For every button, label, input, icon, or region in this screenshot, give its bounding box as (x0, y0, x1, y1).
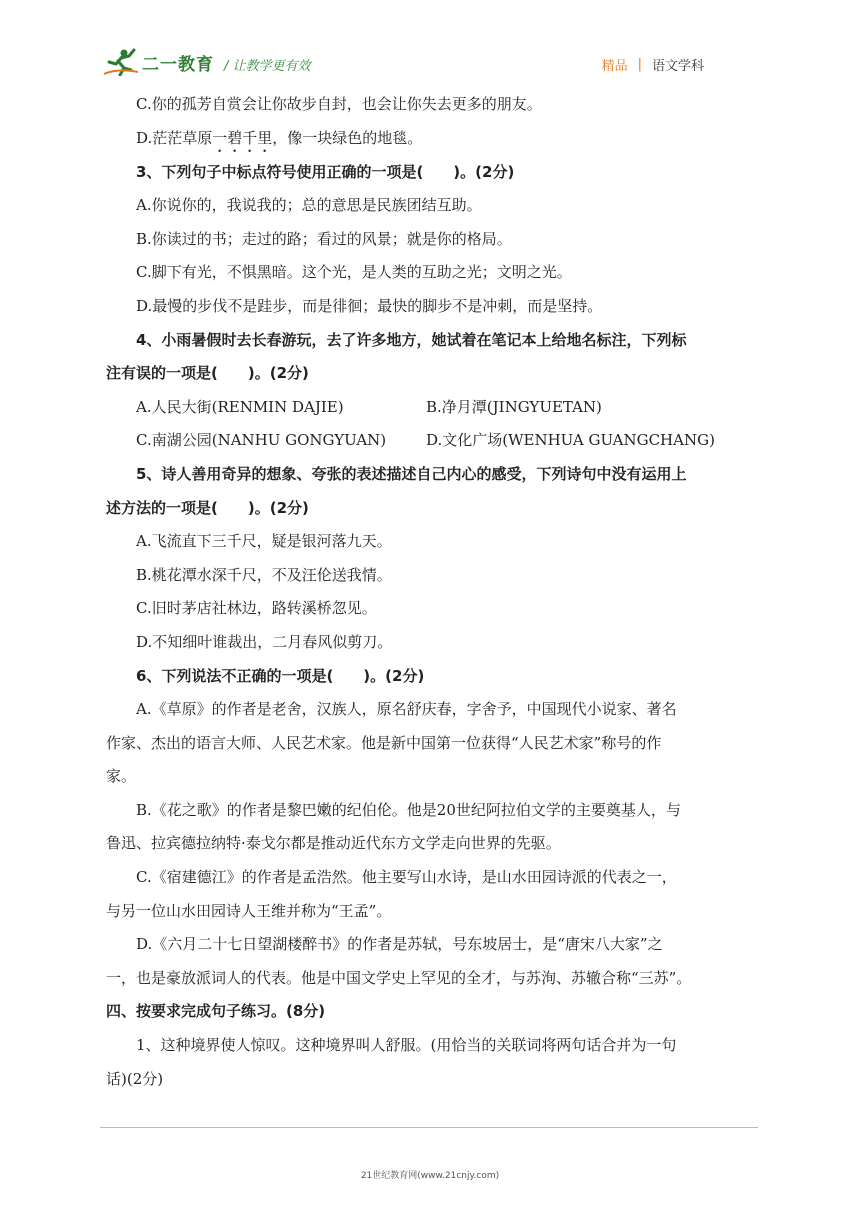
q4-option-b: B.净月潭(JINGYUETAN) (426, 397, 602, 416)
q3-option-d: D.最慢的步伐不是跬步，而是徘徊；最快的脚步不是冲刺，而是坚持。 (136, 296, 603, 315)
q5-option-a: A.飞流直下三千尺，疑是银河落九天。 (136, 532, 392, 551)
q3-option-b: B.你读过的书；走过的路；看过的风景；就是你的格局。 (136, 229, 512, 248)
q4-option-d: D.文化广场(WENHUA GUANGCHANG) (426, 431, 715, 450)
section-4-q1-line1: 1、这种境界使人惊叹。这种境界叫人舒服。(用恰当的关联词将两句话合并为一句 (136, 1036, 677, 1055)
question-4-line1: 4、小雨暑假时去长春游玩，去了许多地方，她试着在笔记本上给地名标注，下列标 (136, 330, 687, 349)
page-header (0, 0, 860, 90)
premium-tag: 精品 (601, 59, 628, 74)
q6-option-c-line1: C.《宿建德江》的作者是孟浩然。他主要写山水诗，是山水田园诗派的代表之一， (136, 868, 677, 887)
q5-option-c: C.旧时茅店社林边，路转溪桥忽见。 (136, 599, 377, 618)
question-6: 6、下列说法不正确的一项是( )。(2分) (136, 666, 425, 685)
q6-option-b-line2: 鲁迅、拉宾德拉纳特·泰戈尔都是推动近代东方文学走向世界的先驱。 (106, 834, 561, 853)
logo-text: 二一教育 (142, 54, 214, 75)
option-d-prev (106, 122, 766, 156)
q6-option-d-line2: 一，也是豪放派词人的代表。他是中国文学史上罕见的全才，与苏洵、苏辙合称“三苏”。 (106, 968, 692, 987)
section-4-heading: 四、按要求完成句子练习。(8分) (106, 1002, 326, 1021)
option-c-prev: C.你的孤芳自赏会让你故步自封，也会让你失去更多的朋友。 (136, 95, 542, 113)
option-d-prev-post: ，像一块绿色的地毯。 (272, 128, 423, 147)
header-tags (602, 55, 704, 74)
page-footer: 21世纪教育网(www.21cnjy.com) (360, 1171, 500, 1181)
q6-option-a-line2: 作家、杰出的语言大师、人民艺术家。他是新中国第一位获得“人民艺术家”称号的作 (106, 733, 662, 752)
q6-option-c-line2: 与另一位山水田园诗人王维并称为“王孟”。 (106, 901, 392, 920)
question-4-line2: 注有误的一项是( )。(2分) (106, 364, 309, 383)
q6-option-d-line1: D.《六月二十七日望湖楼醉书》的作者是苏轼，号东坡居士，是“唐宋八大家”之 (136, 935, 663, 954)
q5-option-b: B.桃花潭水深千尺，不及汪伦送我情。 (136, 565, 392, 584)
q4-options-row2 (106, 424, 766, 458)
q4-option-c: C.南湖公园(NANHU GONGYUAN) (136, 431, 387, 450)
q3-option-a: A.你说你的，我说我的；总的意思是民族团结互助。 (136, 196, 482, 215)
q6-option-a-line3: 家。 (106, 767, 137, 786)
document-body (106, 88, 766, 1096)
q6-option-b-line1: B.《花之歌》的作者是黎巴嫩的纪伯伦。他是20世纪阿拉伯文学的主要奠基人，与 (136, 800, 681, 819)
emphasis-dotted-text: 一碧千里 (212, 128, 273, 147)
header-separator: | (637, 57, 642, 72)
runner-logo-icon (104, 48, 138, 76)
question-3: 3、下列句子中标点符号使用正确的一项是( )。(2分) (136, 162, 515, 181)
header-slogan: / 让教学更有效 (224, 59, 311, 74)
question-5-line2: 述方法的一项是( )。(2分) (106, 498, 309, 517)
option-d-prev-pre: D.茫茫草原 (136, 128, 213, 147)
logo (104, 48, 214, 76)
q5-option-d: D.不知细叶谁裁出，二月春风似剪刀。 (136, 632, 393, 651)
q3-option-c: C.脚下有光，不惧黑暗。这个光，是人类的互助之光；文明之光。 (136, 263, 572, 282)
subject-tag: 语文学科 (651, 59, 704, 74)
q4-options-row1 (106, 391, 766, 425)
q6-option-a-line1: A.《草原》的作者是老舍，汉族人，原名舒庆春，字舍予，中国现代小说家、著名 (136, 700, 677, 719)
footer-divider (100, 1127, 758, 1128)
section-4-q1-line2: 话)(2分) (106, 1069, 164, 1088)
question-5-line1: 5、诗人善用奇异的想象、夸张的表述描述自己内心的感受，下列诗句中没有运用上 (136, 464, 687, 483)
q4-option-a: A.人民大街(RENMIN DAJIE) (136, 397, 344, 416)
